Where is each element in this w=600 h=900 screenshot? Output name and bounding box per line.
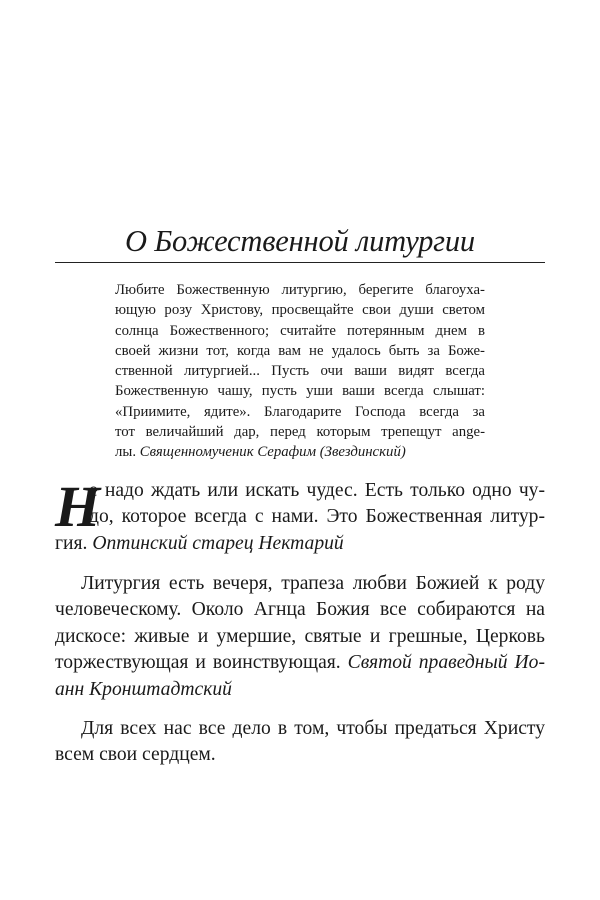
paragraph-line: Литургия есть вечеря, трапеза любви Божией к роду bbox=[81, 573, 545, 594]
epigraph-line: ственной литургией... Пусть очи ваши видят всегда bbox=[115, 363, 485, 380]
epigraph-line: солнца Божественного; считайте потерянным днем в bbox=[115, 322, 485, 339]
paragraph-line: е надо ждать или искать чудес. Есть только одно чу- bbox=[89, 480, 545, 501]
epigraph-line: тот величайший дар, перед которым трепещут ange- bbox=[115, 424, 485, 441]
epigraph-line: Любите Божественную литургию, берегите благоуха- bbox=[115, 282, 485, 298]
paragraph-line: человеческому. Около Агнца Божия все собираются на bbox=[55, 599, 545, 621]
epigraph-author: Священномученик Серафим (Звездинский) bbox=[139, 444, 406, 461]
paragraph-author: анн Кронштадтский bbox=[55, 678, 232, 700]
epigraph-last-line bbox=[115, 442, 485, 462]
paragraph-2 bbox=[55, 571, 545, 703]
paragraph-line bbox=[55, 650, 545, 676]
title-rule bbox=[55, 262, 545, 263]
paragraph-text: торжествующая и воинствующая. bbox=[55, 652, 341, 674]
paragraph-line: до, которое всегда с нами. Это Божественная литур- bbox=[89, 506, 545, 528]
paragraph-author: Святой праведный Ио- bbox=[347, 652, 545, 674]
paragraph-1 bbox=[55, 474, 545, 557]
paragraph-last-line: всем свои сердцем. bbox=[55, 744, 216, 766]
epigraph-last-text: лы. bbox=[115, 444, 137, 461]
epigraph-line: ющую розу Христову, просвещайте свои души светом bbox=[115, 302, 485, 319]
paragraph-last-line bbox=[55, 531, 545, 557]
paragraph-line: дискосе: живые и умершие, святые и грешные, Церковь bbox=[55, 625, 545, 647]
drop-cap: Н bbox=[55, 474, 101, 539]
epigraph-line: «Приимите, ядите». Благодарите Господа всегда за bbox=[115, 403, 485, 420]
epigraph-line: Божественную чашу, пусть уши ваши всегда слышат: bbox=[115, 383, 485, 400]
paragraph-author: Оптинский старец Нектарий bbox=[92, 532, 344, 554]
paragraph-3 bbox=[55, 716, 545, 769]
epigraph-line: своей жизни тот, когда вам не удалось быть за Боже- bbox=[115, 342, 485, 359]
chapter-title: О Божественной литургии bbox=[125, 224, 475, 258]
paragraph-text: гия. bbox=[55, 532, 88, 554]
paragraph-line: Для всех нас все дело в том, чтобы предаться Христу bbox=[81, 718, 545, 739]
epigraph bbox=[115, 280, 485, 463]
